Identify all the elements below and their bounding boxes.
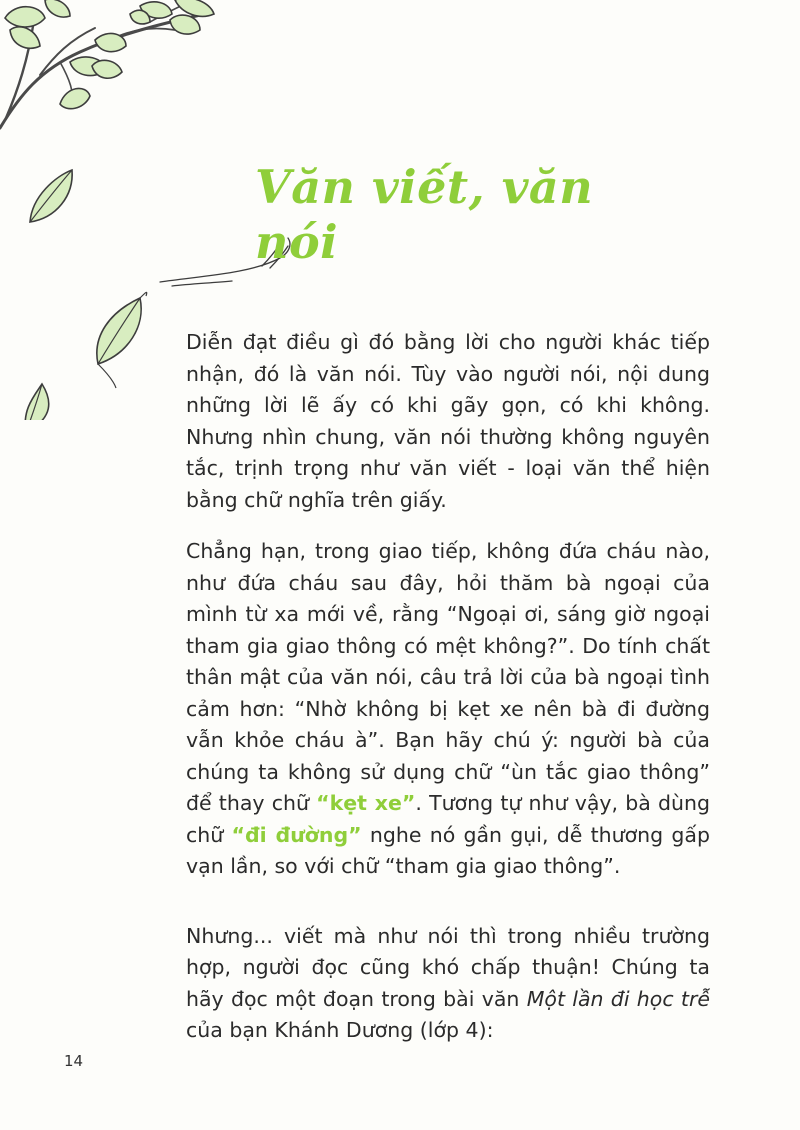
paragraph-3-text-2: của bạn Khánh Dương (lớp 4): xyxy=(186,1018,494,1042)
page-number: 14 xyxy=(64,1052,84,1070)
paragraph-2-text-1: Chẳng hạn, trong giao tiếp, không đứa cháu nào, như đứa cháu sau đây, hỏi thăm bà ngoại của mình từ xa mới về, rằng “Ngoại ơi, sáng giờ ngoại tham gia giao thông có mệt không?”. Do tính chất thân mật của văn nói, câu trả lời của bà ngoại tình cảm hơn: “Nhờ không bị kẹt xe nên bà đi đường vẫn khỏe cháu à”. Bạn hãy chú ý: người bà của chúng ta không sử dụng chữ “ùn tắc giao thông” để thay chữ xyxy=(186,539,710,815)
leaf-icon xyxy=(5,0,214,420)
highlight-di-duong: “đi đường” xyxy=(231,822,362,847)
page-title: Văn viết, văn nói xyxy=(255,160,594,270)
essay-title: Một lần đi học trễ xyxy=(526,986,710,1011)
article-body xyxy=(186,327,710,1067)
highlight-ket-xe: “kẹt xe” xyxy=(316,791,416,815)
paragraph-2-text-3: nghe nó gần gụi, dễ thương gấp vạn lần, so với chữ “tham gia giao thông”. xyxy=(186,822,710,878)
paragraph-1-text: Diễn đạt điều gì đó bằng lời cho người khác tiếp nhận, đó là văn nói. Tùy vào người nói, nội dung những lời lẽ ấy có khi gãy gọn, có khi không. Nhưng nhìn chung, văn nói thường không nguyên tắc, trịnh trọng như văn viết - loại văn thể hiện bằng chữ nghĩa trên giấy. xyxy=(186,330,710,512)
paragraph-2-text-2: . Tương tự như vậy, bà dùng chữ xyxy=(186,791,710,847)
paragraph-3 xyxy=(186,921,710,1047)
paragraph-2 xyxy=(186,536,710,883)
paragraph-1 xyxy=(186,327,710,516)
paragraph-3-text-1: Nhưng... viết mà như nói thì trong nhiều trường hợp, người đọc cũng khó chấp thuận! Chúng ta hãy đọc một đoạn trong bài văn xyxy=(186,923,710,1011)
